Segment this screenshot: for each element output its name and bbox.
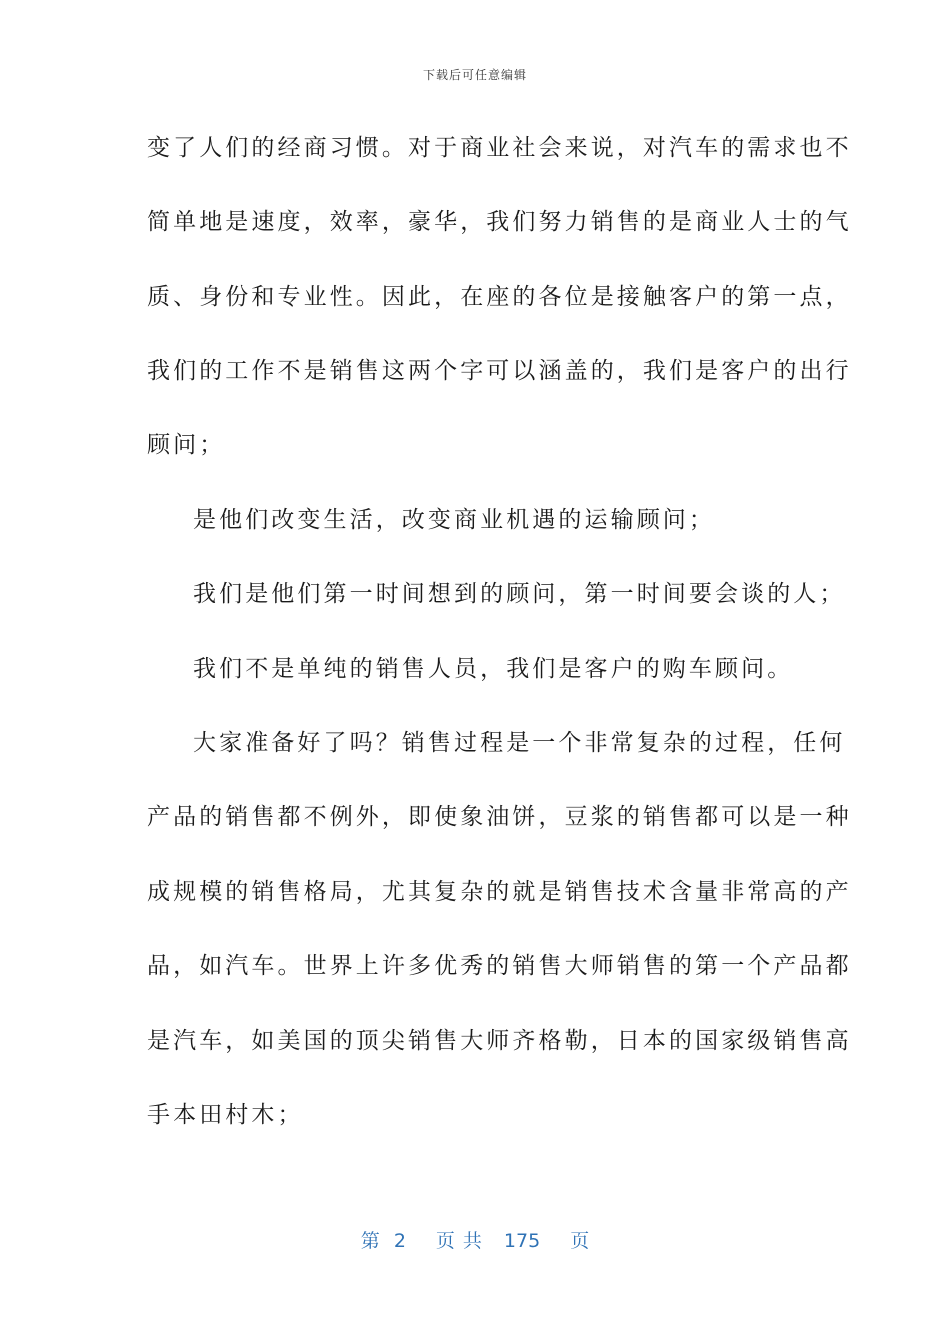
footer-middle: 页共	[435, 1230, 490, 1252]
footer-page-number: 2	[393, 1230, 406, 1252]
text-line: 是汽车，如美国的顶尖销售大师齐格勒，日本的国家级销售高	[147, 1028, 852, 1054]
text-line: 我们是他们第一时间想到的顾问，第一时间要会谈的人；	[193, 581, 846, 607]
text-line: 变了人们的经商习惯。对于商业社会来说，对汽车的需求也不	[147, 135, 852, 161]
text-line: 简单地是速度，效率，豪华，我们努力销售的是商业人士的气	[147, 209, 852, 235]
text-line: 品，如汽车。世界上许多优秀的销售大师销售的第一个产品都	[147, 953, 852, 979]
text-line: 我们不是单纯的销售人员，我们是客户的购车顾问。	[193, 656, 794, 682]
page-footer	[0, 1226, 950, 1253]
text-line: 是他们改变生活，改变商业机遇的运输顾问；	[193, 507, 715, 533]
footer-total-pages: 175	[503, 1230, 541, 1252]
page-header: 下载后可任意编辑	[422, 68, 527, 82]
text-line: 手本田村木；	[147, 1102, 304, 1128]
text-line: 大家准备好了吗？销售过程是一个非常复杂的过程，任何	[193, 730, 846, 756]
text-line: 产品的销售都不例外，即使象油饼，豆浆的销售都可以是一种	[147, 804, 852, 830]
footer-suffix: 页	[570, 1230, 590, 1252]
footer-prefix: 第	[360, 1230, 380, 1252]
text-line: 质、身份和专业性。因此，在座的各位是接触客户的第一点，	[147, 284, 852, 310]
text-line: 顾问；	[147, 432, 226, 458]
text-line: 成规模的销售格局，尤其复杂的就是销售技术含量非常高的产	[147, 879, 852, 905]
text-line: 我们的工作不是销售这两个字可以涵盖的，我们是客户的出行	[147, 358, 852, 384]
